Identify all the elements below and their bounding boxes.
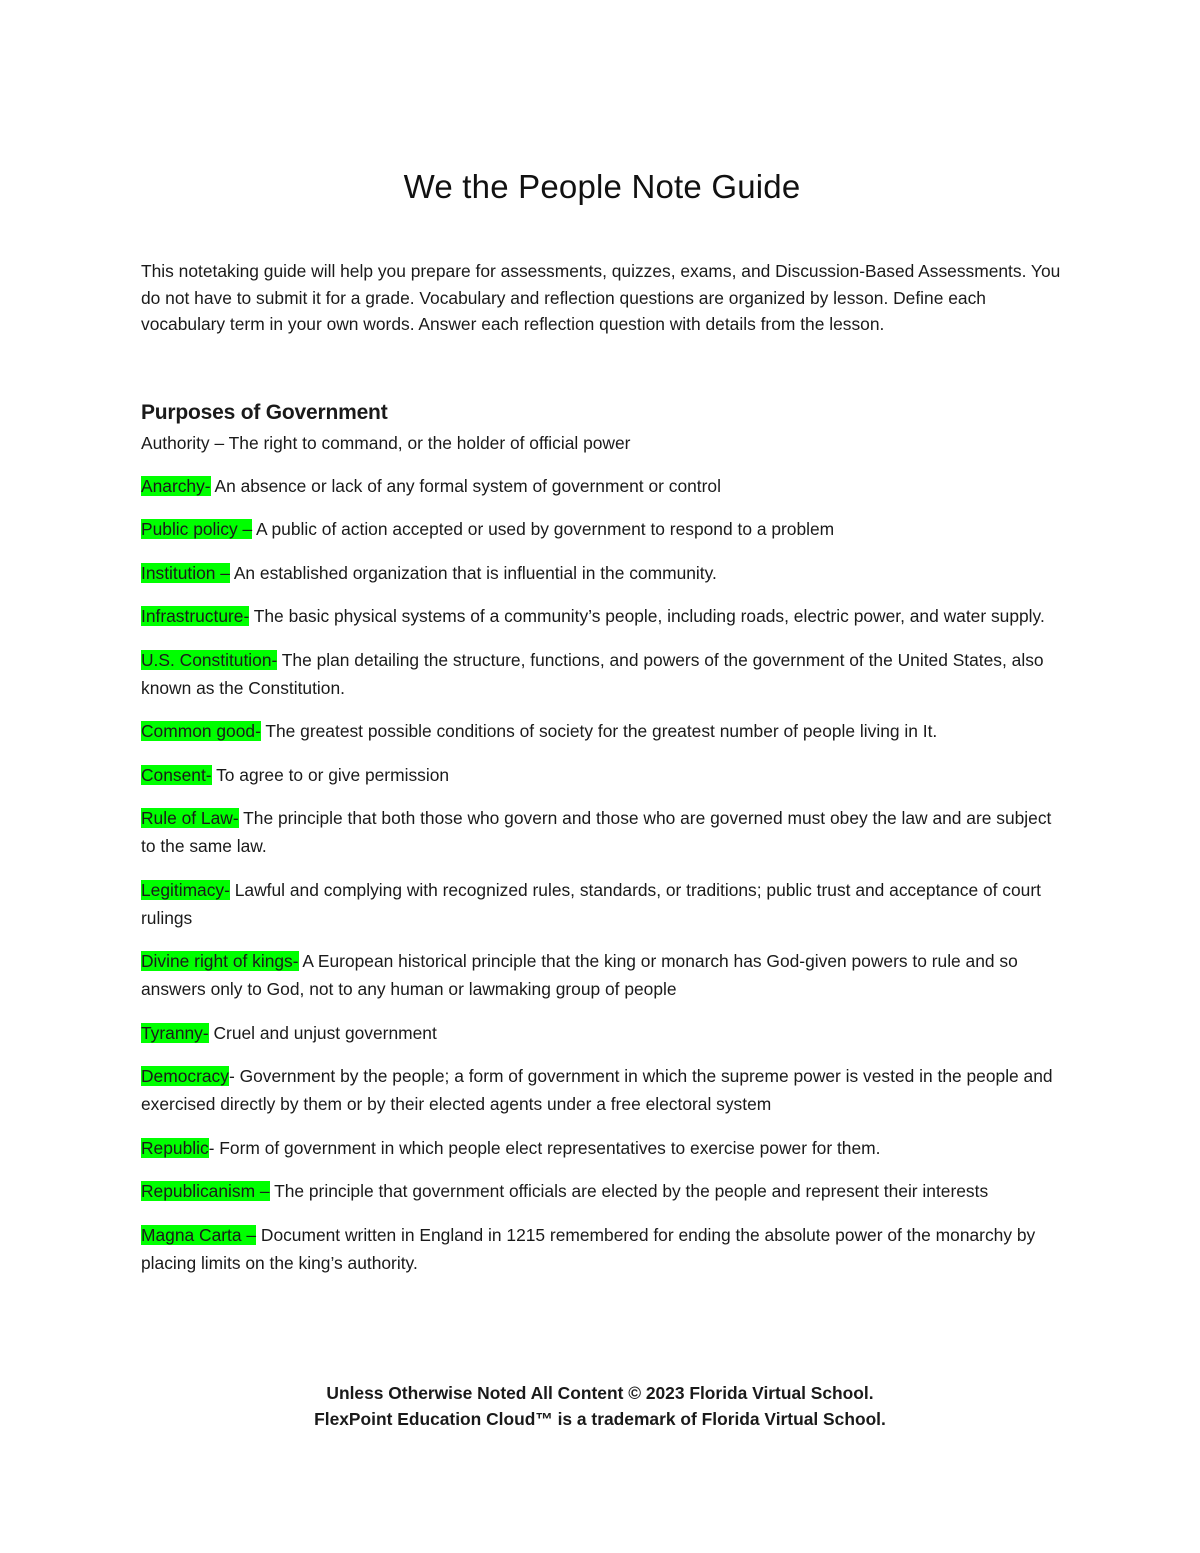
section-heading: Purposes of Government xyxy=(141,400,388,424)
vocab-term: Anarchy- xyxy=(141,475,211,496)
vocab-definition: - Form of government in which people elect representatives to exercise power for them. xyxy=(208,1137,881,1158)
vocab-definition: - Government by the people; a form of government in which the supreme power is vested in the people and exercised directly by them or by their elected agents under a free electoral system xyxy=(141,1066,1053,1114)
vocab-definition: Document written in England in 1215 remembered for ending the absolute power of the monarchy by placing limits on the king’s authority. xyxy=(141,1224,1036,1273)
vocab-term: Infrastructure- xyxy=(141,606,250,626)
vocab-definition: The greatest possible conditions of society for the greatest number of people living in It. xyxy=(260,721,938,741)
intro-paragraph: This notetaking guide will help you prepare for assessments, quizzes, exams, and Discussion-Based Assessments. You do not have to submit it for a grade. Vocabulary and reflection questions are organized by lesson. Define each vocabulary term in your own words. Answer each reflection question with details from the lesson. xyxy=(141,261,1061,334)
vocab-entry xyxy=(141,646,1063,702)
vocab-definition: A European historical principle that the king or monarch has God-given powers to rule and so answers only to God, not to any human or lawmaking group of people xyxy=(141,951,1018,999)
vocab-entry xyxy=(141,1019,1063,1047)
page-title: We the People Note Guide xyxy=(403,168,801,205)
vocab-definition: The principle that both those who govern and those who are governed must obey the law and are subject to the same law. xyxy=(141,808,1052,856)
vocab-entry xyxy=(141,947,1063,1003)
vocab-definition: The basic physical systems of a community’s people, including roads, electric power, and water supply. xyxy=(249,606,1045,626)
vocab-entry xyxy=(141,472,1063,500)
footer-line-copyright: Unless Otherwise Noted All Content © 2023 Florida Virtual School. xyxy=(326,1383,874,1403)
vocab-definition: The plan detailing the structure, functions, and powers of the government of the United States, also known as the Constitution. xyxy=(141,649,1044,698)
vocab-entry xyxy=(141,559,1063,587)
copyright-footer xyxy=(0,1380,1200,1432)
vocab-definition: An absence or lack of any formal system of government or control xyxy=(210,475,721,496)
vocab-entry xyxy=(141,1134,1063,1162)
vocab-entry xyxy=(141,876,1063,932)
document-content xyxy=(141,168,1063,1292)
vocab-term: Republic xyxy=(141,1137,209,1158)
vocab-term: Institution – xyxy=(141,562,230,583)
vocab-term: Tyranny- xyxy=(141,1022,209,1043)
vocab-term: Consent- xyxy=(141,764,212,785)
vocab-definition: Lawful and complying with recognized rules, standards, or traditions; public trust and acceptance of court rulings xyxy=(141,879,1041,928)
vocab-entry xyxy=(141,1177,1063,1205)
vocab-term: Divine right of kings- xyxy=(141,951,299,971)
vocab-entry xyxy=(141,761,1063,789)
vocab-definition: A public of action accepted or used by government to respond to a problem xyxy=(252,519,835,539)
vocab-term: U.S. Constitution- xyxy=(141,649,278,670)
vocab-term: Republicanism – xyxy=(141,1181,270,1201)
vocab-definition: To agree to or give permission xyxy=(211,764,450,785)
vocab-entry xyxy=(141,515,1063,543)
vocab-entry xyxy=(141,1062,1063,1118)
vocab-definition: The principle that government officials are elected by the people and represent their interests xyxy=(269,1181,989,1201)
vocab-definition: An established organization that is influential in the community. xyxy=(229,562,717,583)
vocab-entry xyxy=(141,717,1063,745)
footer-line-trademark: FlexPoint Education Cloud™ is a trademark of Florida Virtual School. xyxy=(314,1409,886,1429)
vocab-term: Legitimacy- xyxy=(141,879,230,900)
vocab-definition: Cruel and unjust government xyxy=(208,1022,437,1043)
vocab-term: Public policy – xyxy=(141,519,253,539)
vocab-entry xyxy=(141,602,1063,630)
vocab-term: Common good- xyxy=(141,721,261,741)
vocab-entry xyxy=(141,1221,1063,1277)
vocabulary-list xyxy=(141,472,1063,1277)
vocab-term: Rule of Law- xyxy=(141,808,239,828)
vocab-term: Democracy xyxy=(141,1066,229,1086)
vocab-entry-authority: Authority – The right to command, or the holder of official power xyxy=(141,432,631,453)
vocab-entry xyxy=(141,804,1063,860)
vocab-term: Magna Carta – xyxy=(141,1224,257,1245)
